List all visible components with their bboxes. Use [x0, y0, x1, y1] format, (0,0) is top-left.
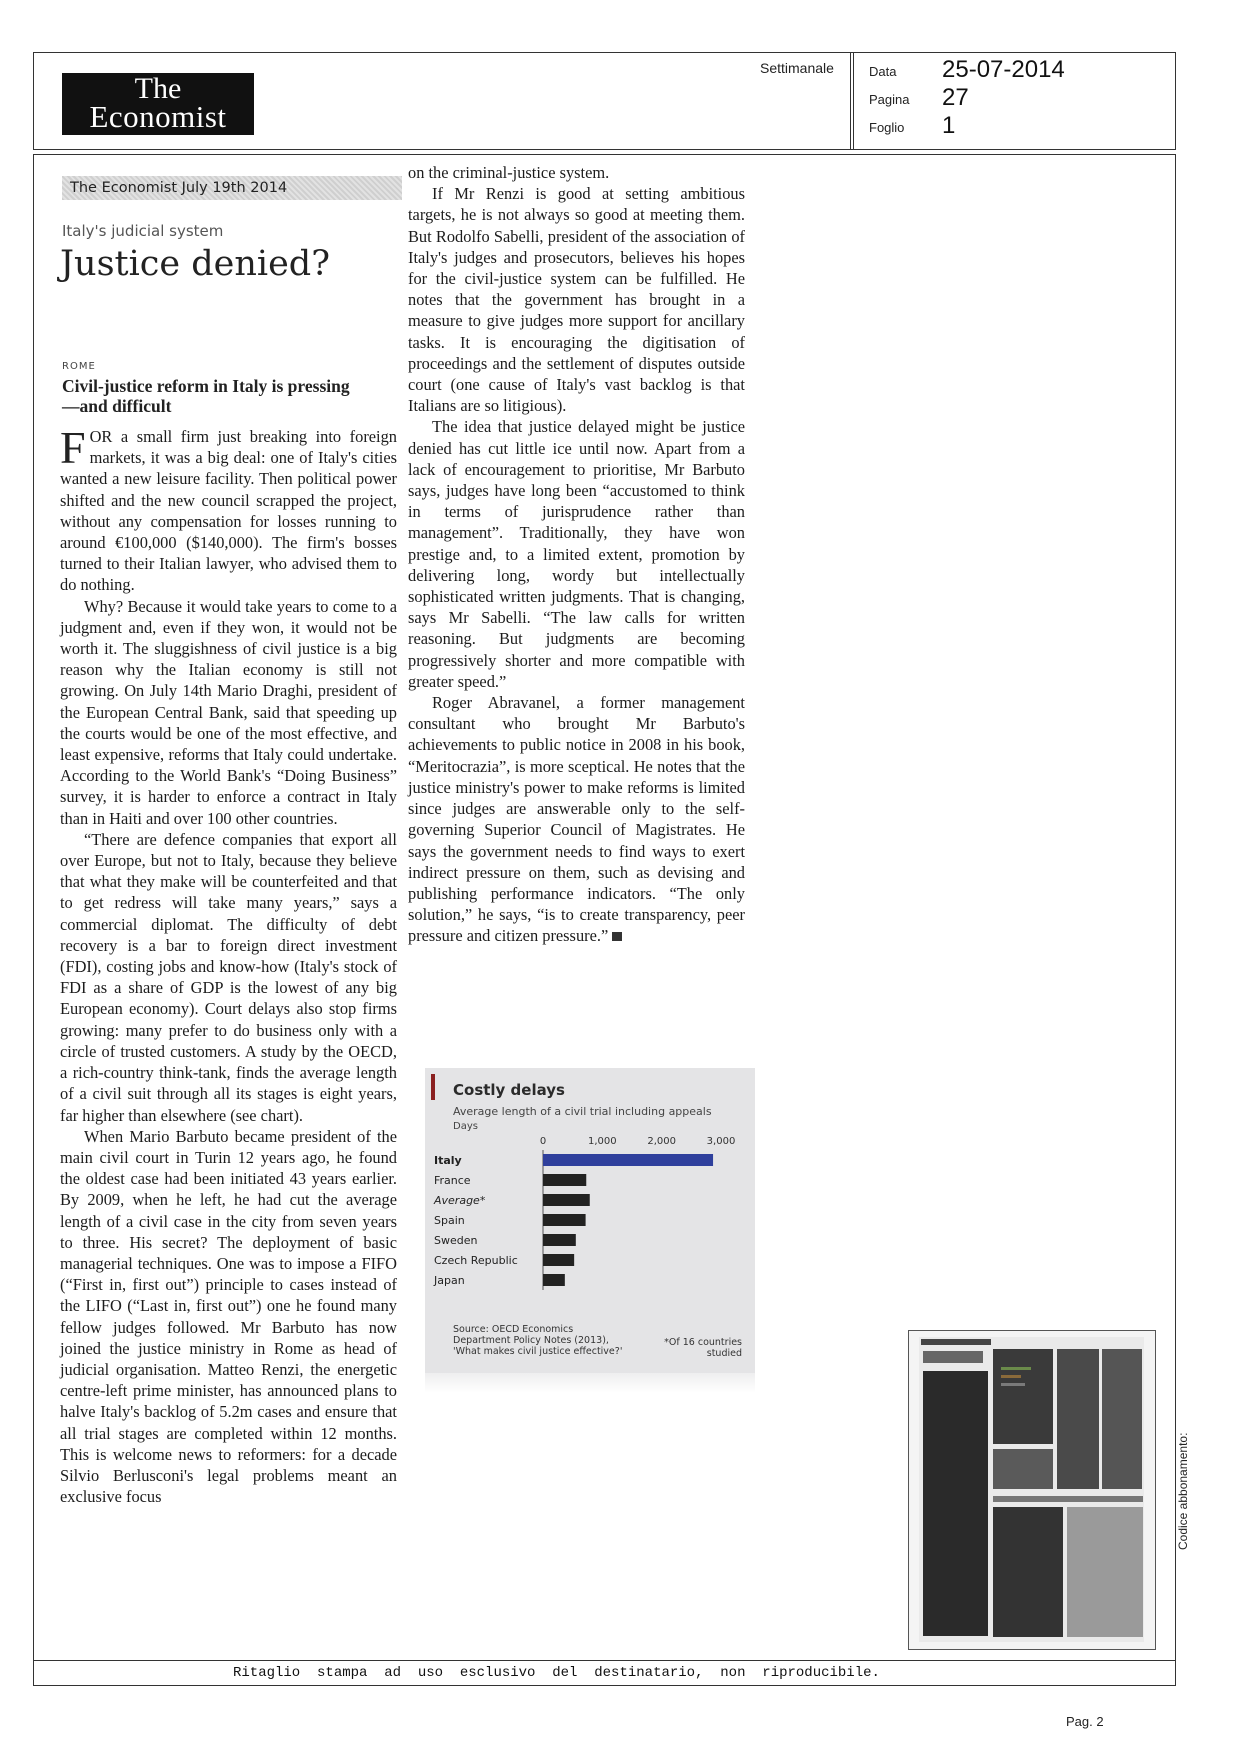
source-label: The Economist July 19th 2014: [70, 180, 288, 196]
chart-subtitle: Average length of a civil trial including appeals: [453, 1105, 712, 1118]
article-column-2: [408, 162, 745, 947]
chart-title: Costly delays: [453, 1081, 565, 1099]
source-bar: [62, 176, 402, 200]
meta-value-pagina: 27: [942, 84, 969, 111]
meta-label-foglio: Foglio: [869, 120, 905, 135]
bar-average: [543, 1194, 590, 1206]
page-thumbnail: [908, 1330, 1156, 1650]
thumb-chart-bar: [1001, 1375, 1021, 1378]
bar-czech-republic: [543, 1254, 574, 1266]
thumb-headline: [993, 1496, 1143, 1502]
thumb-bar: [921, 1339, 991, 1345]
dateline: ROME: [62, 361, 96, 372]
paragraph: [408, 692, 745, 946]
kicker: Italy's judicial system: [62, 222, 224, 240]
frequency-label: Settimanale: [760, 60, 834, 76]
drop-cap: F: [60, 422, 86, 473]
reproduction-notice: Ritaglio stampa ad uso esclusivo del destinatario, non riproducibile.: [233, 1665, 880, 1681]
thumb-column: [923, 1371, 988, 1636]
category-label: Spain: [434, 1214, 465, 1227]
x-tick-label: 2,000: [647, 1136, 676, 1147]
subscription-code-label: Codice abbonamento:: [1176, 1432, 1190, 1550]
thumb-headline: [923, 1351, 983, 1363]
x-tick-label: 3,000: [706, 1136, 736, 1147]
chart-source: Source: OECD Economics Department Policy Notes (2013), 'What makes civil justice effective?': [453, 1324, 623, 1357]
meta-value-foglio: 1: [942, 112, 956, 139]
bar-italy: [543, 1154, 713, 1166]
thumb-chart-bar: [1001, 1383, 1025, 1386]
headline: Justice denied?: [60, 244, 330, 284]
rubric: Civil-justice reform in Italy is pressing—and difficult: [62, 376, 350, 416]
page-number: Pag. 2: [1066, 1714, 1104, 1729]
thumbnail-image: [909, 1331, 1154, 1648]
chart-fade: [425, 1373, 755, 1393]
thumb-column: [993, 1507, 1063, 1637]
header-divider: [850, 52, 851, 150]
category-label: France: [434, 1174, 471, 1187]
thumb-column: [993, 1449, 1053, 1489]
bar-france: [543, 1174, 586, 1186]
thumb-column: [1102, 1349, 1142, 1489]
header-divider: [853, 52, 854, 150]
paragraph: Why? Because it would take years to come to a judgment and, even if they won, it would not be worth it. The sluggishness of civil justice is a big reason why the Italian economy is still not growing. On July 14th Mario Draghi, president of the European Central Bank, said that speeding up the courts would be one of the most effective, and least expensive, reforms that Italy could undertake. According to the World Bank's “Doing Business” survey, it is harder to enforce a contract in Italy than in Haiti and over 100 other countries.: [60, 596, 397, 828]
x-tick-label: 0: [539, 1136, 547, 1147]
paragraph-text: OR a small firm just breaking into foreign markets, it was a big deal: one of Italy's cities wanted a new leisure facility. Then political power shifted and the new council scrapped the project, without any compensation for losses running to around €100,000 ($140,000). The firm's bosses turned to their Italian lawyer, who advised them to do nothing.: [60, 427, 397, 595]
chart-unit: Days: [453, 1121, 478, 1132]
thumb-chart-bar: [1001, 1367, 1031, 1370]
category-label: Japan: [434, 1274, 465, 1287]
logo-line-2: Economist: [89, 99, 227, 134]
meta-label-data: Data: [869, 64, 897, 79]
paragraph: If Mr Renzi is good at setting ambitious targets, he is not always so good at meeting them. But Rodolfo Sabelli, president of the association of Italy's judges and prosecutors, believes his hopes for the civil-justice system can be fulfilled. He notes that the government has brought in a measure to give judges more support for ancillary tasks. It is encouraging the digitisation of proceedings and the settlement of disputes outside court (one cause of Italy's vast backlog is that Italians are so litigious).: [408, 184, 745, 416]
category-label: Czech Republic: [434, 1254, 518, 1267]
paragraph: “There are defence companies that export all over Europe, but not to Italy, because they believe that what they make will be counterfeited and that to get redress will take many years,” says a commercial diplomat. The difficulty of debt recovery is a bar to foreign direct investment (FDI), costing jobs and know-how (Italy's stock of FDI as a share of GDP is the lowest of any big European economy). Court delays also stop firms growing: many prefer to do business only with a circle of trusted customers. A study by the OECD, a rich-country think-tank, finds the average length of a civil suit through all its stages is eight years, far higher than elsewhere (see chart).: [60, 829, 397, 1125]
economist-logo: [62, 73, 254, 135]
end-mark-icon: [612, 932, 622, 941]
footer-divider: [33, 1660, 1176, 1661]
bar-sweden: [543, 1234, 576, 1246]
meta-label-pagina: Pagina: [869, 92, 910, 107]
thumb-chart: [993, 1349, 1053, 1444]
x-tick-label: 1,000: [588, 1136, 617, 1147]
article-column-1: [60, 422, 397, 1507]
paragraph-text: Roger Abravanel, a former management consultant who brought Mr Barbuto's achievements to public notice in 2008 in his book, “Meritocrazia”, is more sceptical. He notes that the justice ministry's power to make reforms is limited since judges are answerable only to the self-governing Superior Council of Magistrates. He says the government needs to find ways to exert indirect pressure on them, such as devising and publishing performance indicators. “The only solution,” he says, “is to create transparency, peer pressure and citizen pressure.”: [408, 693, 745, 946]
bar-japan: [543, 1274, 565, 1286]
bar-spain: [543, 1214, 586, 1226]
meta-value-data: 25-07-2014: [942, 56, 1065, 83]
paragraph: When Mario Barbuto became president of the main civil court in Turin 12 years ago, he found the oldest case had been initiated 43 years earlier. By 2009, when he left, he had cut the average length of a civil case in the city from seven years to three. His secret? The deployment of basic managerial techniques. One was to impose a FIFO (“First in, first out”) principle to cases instead of the LIFO (“Last in, first out”) one he found many fellow judges followed. Mr Barbuto has now joined the justice ministry in Rome as head of judicial organisation. Matteo Renzi, the energetic centre-left prime minister, has announced plans to halve Italy's backlog of 5.2m cases and ensure that all trial stages are completed within 12 months. This is welcome news to reformers: for a decade Silvio Berlusconi's legal problems meant an exclusive focus: [60, 1126, 397, 1507]
category-label: Sweden: [434, 1234, 478, 1247]
chart-note: *Of 16 countries studied: [664, 1337, 742, 1359]
logo-line-1: The: [134, 72, 182, 105]
paragraph-continuation: on the criminal-justice system.: [408, 163, 610, 182]
paragraph: The idea that justice delayed might be justice denied has cut little ice until now. Apart from a lack of encouragement to prioritise, Mr Barbuto says, judges have long been “accustomed to think in terms of jurisprudence rather than management”. Traditionally, they have won prestige and, to a limited extent, promotion by delivering long, wordy but intellectually sophisticated written judgments. That is changing, says Mr Sabelli. “The law calls for written reasoning. But judgments are becoming progressively shorter and more compatible with greater speed.”: [408, 417, 745, 691]
thumb-column: [1067, 1507, 1143, 1637]
bar-chart: [425, 1130, 755, 1320]
chart-accent-bar: [431, 1074, 435, 1100]
category-label: Average*: [434, 1194, 486, 1207]
paragraph: [60, 422, 397, 596]
thumb-column: [1057, 1349, 1099, 1489]
category-label: Italy: [434, 1154, 462, 1167]
